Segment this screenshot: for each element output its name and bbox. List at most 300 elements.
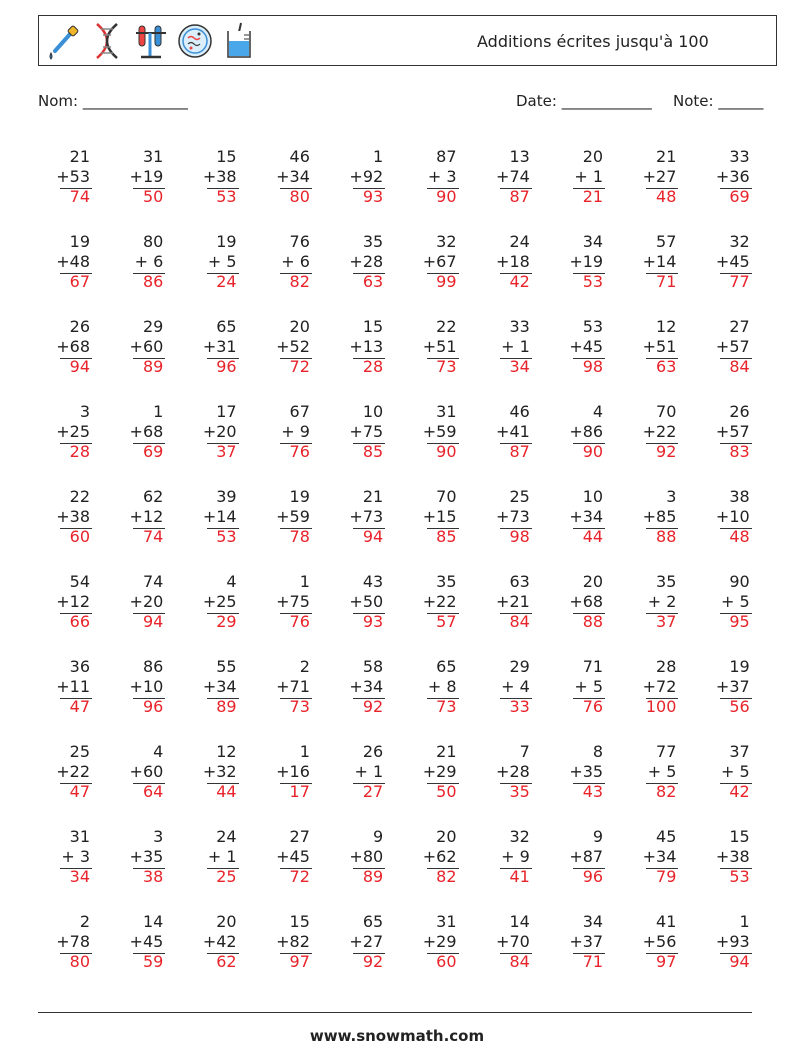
answer-value: 93 xyxy=(362,612,384,631)
addend-top: 35 xyxy=(656,572,677,591)
sum-line xyxy=(280,868,312,869)
addition-problem xyxy=(187,827,247,897)
addend-bottom: + 6 xyxy=(281,252,310,271)
answer-value: 48 xyxy=(656,187,677,206)
sum-line xyxy=(720,188,752,189)
sum-line xyxy=(207,953,239,954)
addition-problem xyxy=(333,232,393,302)
addend-top: 34 xyxy=(582,912,604,931)
date-field[interactable] xyxy=(516,92,652,110)
addend-top: 2 xyxy=(79,912,90,931)
addend-bottom: +36 xyxy=(715,167,750,186)
sum-line xyxy=(573,273,605,274)
answer-value: 56 xyxy=(729,697,750,716)
sum-line xyxy=(207,443,239,444)
addend-bottom: +75 xyxy=(276,592,310,611)
addend-top: 21 xyxy=(436,742,457,761)
addend-bottom: +45 xyxy=(569,337,604,356)
addend-bottom: +53 xyxy=(56,167,90,186)
addition-problem xyxy=(553,487,613,557)
sum-line xyxy=(720,613,752,614)
sum-line xyxy=(207,613,239,614)
addend-bottom: +29 xyxy=(422,762,457,781)
sum-line xyxy=(427,188,459,189)
addend-bottom: +34 xyxy=(276,167,310,186)
answer-value: 60 xyxy=(69,527,90,546)
addend-top: 31 xyxy=(142,147,164,166)
addend-bottom: +50 xyxy=(349,592,384,611)
sum-line xyxy=(60,613,92,614)
problem-grid xyxy=(40,147,770,987)
addition-problem xyxy=(333,402,393,472)
addend-top: 7 xyxy=(519,742,530,761)
answer-value: 84 xyxy=(729,357,750,376)
addition-problem xyxy=(407,657,467,727)
sum-line xyxy=(207,358,239,359)
addend-bottom: +71 xyxy=(276,677,310,696)
addend-bottom: + 1 xyxy=(501,337,530,356)
addend-top: 3 xyxy=(153,827,164,846)
addend-top: 26 xyxy=(362,742,384,761)
footer-site: www.snowmath.com xyxy=(309,1027,485,1045)
sum-line xyxy=(280,613,312,614)
addend-top: 54 xyxy=(69,572,90,591)
sum-line xyxy=(720,358,752,359)
addend-bottom: +78 xyxy=(56,932,90,951)
addition-problem xyxy=(626,402,686,472)
sum-line xyxy=(500,613,532,614)
answer-value: 98 xyxy=(509,527,530,546)
addition-problem xyxy=(333,317,393,387)
addition-problem xyxy=(40,657,100,727)
answer-value: 59 xyxy=(142,952,164,971)
sum-line xyxy=(280,358,312,359)
addition-problem xyxy=(260,657,320,727)
answer-value: 89 xyxy=(142,357,164,376)
addend-top: 65 xyxy=(362,912,384,931)
addend-bottom: +59 xyxy=(422,422,457,441)
answer-value: 83 xyxy=(729,442,750,461)
addend-top: 1 xyxy=(153,402,164,421)
addition-problem xyxy=(187,742,247,812)
sum-line xyxy=(353,698,385,699)
dna-icon xyxy=(89,21,125,61)
sum-line xyxy=(280,443,312,444)
answer-value: 53 xyxy=(582,272,604,291)
addend-top: 4 xyxy=(153,742,164,761)
sum-line xyxy=(500,443,532,444)
addend-top: 9 xyxy=(592,827,604,846)
addend-bottom: +92 xyxy=(349,167,384,186)
addend-bottom: +85 xyxy=(642,507,677,526)
addend-top: 53 xyxy=(582,317,604,336)
answer-value: 72 xyxy=(289,867,310,886)
sum-line xyxy=(720,273,752,274)
addition-problem xyxy=(260,827,320,897)
answer-value: 85 xyxy=(362,442,384,461)
sum-line xyxy=(133,698,165,699)
addend-top: 25 xyxy=(69,742,90,761)
sum-line xyxy=(573,613,605,614)
addition-problem xyxy=(700,317,760,387)
addend-top: 70 xyxy=(436,487,457,506)
sum-line xyxy=(280,273,312,274)
addition-problem xyxy=(626,827,686,897)
answer-value: 35 xyxy=(509,782,530,801)
addend-top: 46 xyxy=(509,402,530,421)
addition-problem xyxy=(187,657,247,727)
sum-line xyxy=(646,783,678,784)
addition-problem xyxy=(700,232,760,302)
addition-problem xyxy=(626,657,686,727)
sum-line xyxy=(646,443,678,444)
addend-bottom: + 1 xyxy=(354,762,384,781)
addend-bottom: + 9 xyxy=(501,847,530,866)
sum-line xyxy=(427,528,459,529)
addend-bottom: +68 xyxy=(56,337,90,356)
addend-top: 4 xyxy=(226,572,237,591)
addend-bottom: +38 xyxy=(202,167,237,186)
name-field[interactable] xyxy=(38,92,188,110)
addend-bottom: + 1 xyxy=(574,167,604,186)
answer-value: 21 xyxy=(582,187,604,206)
sum-line xyxy=(500,188,532,189)
addition-problem xyxy=(480,827,540,897)
addend-top: 86 xyxy=(142,657,164,676)
sum-line xyxy=(353,613,385,614)
sum-line xyxy=(133,783,165,784)
answer-value: 76 xyxy=(289,612,310,631)
addition-problem xyxy=(407,232,467,302)
addition-problem xyxy=(700,402,760,472)
sum-line xyxy=(353,783,385,784)
answer-value: 88 xyxy=(656,527,677,546)
addition-problem xyxy=(407,402,467,472)
answer-value: 89 xyxy=(216,697,237,716)
addend-top: 19 xyxy=(289,487,310,506)
answer-value: 85 xyxy=(436,527,457,546)
addition-problem xyxy=(113,827,173,897)
addition-problem xyxy=(407,912,467,982)
addend-bottom: +25 xyxy=(202,592,237,611)
answer-value: 84 xyxy=(509,952,530,971)
addend-top: 14 xyxy=(142,912,164,931)
addend-top: 37 xyxy=(729,742,750,761)
addition-problem xyxy=(480,147,540,217)
addend-bottom: +48 xyxy=(56,252,90,271)
addend-top: 38 xyxy=(729,487,750,506)
date-label: Date: xyxy=(516,92,557,110)
answer-value: 29 xyxy=(216,612,237,631)
sum-line xyxy=(133,528,165,529)
answer-value: 28 xyxy=(362,357,384,376)
answer-value: 86 xyxy=(142,272,164,291)
addition-problem xyxy=(480,232,540,302)
addend-top: 20 xyxy=(582,147,604,166)
answer-value: 60 xyxy=(436,952,457,971)
addition-problem xyxy=(626,572,686,642)
addition-problem xyxy=(553,572,613,642)
answer-value: 90 xyxy=(436,187,457,206)
addend-top: 45 xyxy=(656,827,677,846)
sum-line xyxy=(646,868,678,869)
addend-bottom: +34 xyxy=(642,847,677,866)
addend-bottom: +82 xyxy=(276,932,310,951)
sum-line xyxy=(133,868,165,869)
answer-value: 71 xyxy=(656,272,677,291)
addition-problem xyxy=(553,827,613,897)
addition-problem xyxy=(113,657,173,727)
addend-bottom: +34 xyxy=(202,677,237,696)
sum-line xyxy=(207,783,239,784)
sum-line xyxy=(720,528,752,529)
addend-top: 57 xyxy=(656,232,677,251)
addend-top: 35 xyxy=(436,572,457,591)
answer-value: 79 xyxy=(656,867,677,886)
sum-line xyxy=(207,188,239,189)
answer-value: 57 xyxy=(436,612,457,631)
addend-top: 3 xyxy=(666,487,677,506)
addend-top: 80 xyxy=(142,232,164,251)
addend-bottom: +35 xyxy=(569,762,604,781)
addition-problem xyxy=(553,147,613,217)
sum-line xyxy=(573,443,605,444)
answer-value: 95 xyxy=(729,612,750,631)
answer-value: 71 xyxy=(582,952,604,971)
addend-top: 46 xyxy=(289,147,310,166)
addition-problem xyxy=(480,912,540,982)
addend-bottom: +22 xyxy=(642,422,677,441)
sum-line xyxy=(60,443,92,444)
addend-bottom: +86 xyxy=(569,422,604,441)
addend-top: 39 xyxy=(216,487,237,506)
answer-value: 42 xyxy=(729,782,750,801)
answer-value: 90 xyxy=(436,442,457,461)
answer-value: 74 xyxy=(142,527,164,546)
addend-bottom: +52 xyxy=(276,337,310,356)
answer-value: 24 xyxy=(216,272,237,291)
addend-top: 70 xyxy=(656,402,677,421)
addend-top: 71 xyxy=(582,657,604,676)
addition-problem xyxy=(260,572,320,642)
answer-value: 82 xyxy=(436,867,457,886)
sum-line xyxy=(646,698,678,699)
addend-bottom: +38 xyxy=(56,507,90,526)
addend-bottom: +45 xyxy=(715,252,750,271)
addition-problem xyxy=(333,827,393,897)
addend-bottom: +25 xyxy=(56,422,90,441)
addition-problem xyxy=(626,317,686,387)
sum-line xyxy=(60,783,92,784)
addend-bottom: +15 xyxy=(422,507,457,526)
answer-value: 25 xyxy=(216,867,237,886)
addend-top: 14 xyxy=(509,912,530,931)
addend-bottom: +59 xyxy=(276,507,310,526)
addend-top: 3 xyxy=(79,402,90,421)
addend-bottom: +34 xyxy=(349,677,384,696)
answer-value: 80 xyxy=(289,187,310,206)
score-field[interactable] xyxy=(673,92,763,110)
addend-bottom: +27 xyxy=(349,932,384,951)
addend-bottom: +42 xyxy=(202,932,237,951)
addend-bottom: +51 xyxy=(422,337,457,356)
sum-line xyxy=(353,443,385,444)
addition-problem xyxy=(407,827,467,897)
addend-bottom: +37 xyxy=(715,677,750,696)
addend-top: 65 xyxy=(216,317,237,336)
addition-problem xyxy=(187,147,247,217)
addend-top: 27 xyxy=(289,827,310,846)
addend-bottom: +51 xyxy=(642,337,677,356)
addend-bottom: + 5 xyxy=(721,592,750,611)
addend-top: 19 xyxy=(216,232,237,251)
addend-top: 12 xyxy=(216,742,237,761)
answer-value: 97 xyxy=(656,952,677,971)
answer-value: 92 xyxy=(656,442,677,461)
addition-problem xyxy=(626,912,686,982)
sum-line xyxy=(500,868,532,869)
sum-line xyxy=(60,273,92,274)
addend-bottom: + 1 xyxy=(207,847,237,866)
answer-value: 42 xyxy=(509,272,530,291)
sum-line xyxy=(720,443,752,444)
addend-bottom: +12 xyxy=(56,592,90,611)
answer-value: 37 xyxy=(216,442,237,461)
answer-value: 37 xyxy=(656,612,677,631)
addend-bottom: +73 xyxy=(496,507,530,526)
addend-top: 35 xyxy=(362,232,384,251)
addition-problem xyxy=(480,572,540,642)
answer-value: 94 xyxy=(69,357,90,376)
addend-bottom: +68 xyxy=(129,422,164,441)
addend-bottom: +31 xyxy=(202,337,237,356)
addend-bottom: +80 xyxy=(349,847,384,866)
sum-line xyxy=(646,273,678,274)
answer-value: 82 xyxy=(656,782,677,801)
addend-bottom: +45 xyxy=(276,847,310,866)
addition-problem xyxy=(113,232,173,302)
addition-problem xyxy=(407,147,467,217)
sum-line xyxy=(133,953,165,954)
addition-problem xyxy=(187,572,247,642)
sum-line xyxy=(60,358,92,359)
sum-line xyxy=(353,868,385,869)
sum-line xyxy=(133,358,165,359)
addend-top: 32 xyxy=(729,232,750,251)
sum-line xyxy=(573,188,605,189)
addend-top: 20 xyxy=(216,912,237,931)
answer-value: 47 xyxy=(69,697,90,716)
addend-top: 1 xyxy=(299,742,310,761)
addend-bottom: +22 xyxy=(422,592,457,611)
addend-top: 31 xyxy=(436,402,457,421)
addition-problem xyxy=(187,487,247,557)
addend-bottom: +27 xyxy=(642,167,677,186)
addition-problem xyxy=(113,487,173,557)
sum-line xyxy=(427,868,459,869)
answer-value: 73 xyxy=(436,697,457,716)
addition-problem xyxy=(480,742,540,812)
answer-value: 100 xyxy=(645,697,677,716)
addition-problem xyxy=(407,572,467,642)
addend-top: 13 xyxy=(509,147,530,166)
addition-problem xyxy=(700,147,760,217)
answer-value: 96 xyxy=(582,867,604,886)
addend-bottom: + 5 xyxy=(207,252,237,271)
addition-problem xyxy=(40,317,100,387)
addition-problem xyxy=(407,487,467,557)
addend-top: 8 xyxy=(592,742,604,761)
sum-line xyxy=(60,698,92,699)
sum-line xyxy=(353,273,385,274)
addend-bottom: +29 xyxy=(422,932,457,951)
answer-value: 89 xyxy=(362,867,384,886)
addition-problem xyxy=(113,147,173,217)
sum-line xyxy=(133,443,165,444)
name-blank: ______________ xyxy=(82,92,188,110)
addend-top: 76 xyxy=(289,232,310,251)
addition-problem xyxy=(626,232,686,302)
addend-bottom: +14 xyxy=(202,507,237,526)
answer-value: 38 xyxy=(142,867,164,886)
sum-line xyxy=(353,188,385,189)
sum-line xyxy=(427,613,459,614)
addend-top: 1 xyxy=(299,572,310,591)
answer-value: 92 xyxy=(362,697,384,716)
sum-line xyxy=(207,273,239,274)
addition-problem xyxy=(187,232,247,302)
sum-line xyxy=(573,528,605,529)
addition-problem xyxy=(260,232,320,302)
addend-top: 90 xyxy=(729,572,750,591)
answer-value: 48 xyxy=(729,527,750,546)
sum-line xyxy=(720,868,752,869)
answer-value: 28 xyxy=(69,442,90,461)
addend-bottom: +75 xyxy=(349,422,384,441)
sum-line xyxy=(60,188,92,189)
addend-bottom: +38 xyxy=(715,847,750,866)
addend-top: 19 xyxy=(69,232,90,251)
addend-top: 32 xyxy=(509,827,530,846)
addend-top: 33 xyxy=(509,317,530,336)
addend-top: 74 xyxy=(142,572,164,591)
addition-problem xyxy=(40,147,100,217)
answer-value: 78 xyxy=(289,527,310,546)
sum-line xyxy=(133,273,165,274)
addition-problem xyxy=(700,827,760,897)
addend-top: 65 xyxy=(436,657,457,676)
sum-line xyxy=(280,783,312,784)
addition-problem xyxy=(480,657,540,727)
addend-bottom: +19 xyxy=(129,167,164,186)
addend-bottom: +70 xyxy=(496,932,530,951)
sum-line xyxy=(60,868,92,869)
sum-line xyxy=(500,783,532,784)
sum-line xyxy=(207,868,239,869)
addition-problem xyxy=(626,147,686,217)
addend-top: 55 xyxy=(216,657,237,676)
worksheet-header xyxy=(38,15,777,66)
answer-value: 73 xyxy=(289,697,310,716)
answer-value: 97 xyxy=(289,952,310,971)
answer-value: 34 xyxy=(509,357,530,376)
answer-value: 87 xyxy=(509,187,530,206)
addend-bottom: +41 xyxy=(496,422,530,441)
addition-problem xyxy=(40,572,100,642)
answer-value: 77 xyxy=(729,272,750,291)
addend-bottom: +10 xyxy=(129,677,164,696)
addend-bottom: + 5 xyxy=(647,762,677,781)
